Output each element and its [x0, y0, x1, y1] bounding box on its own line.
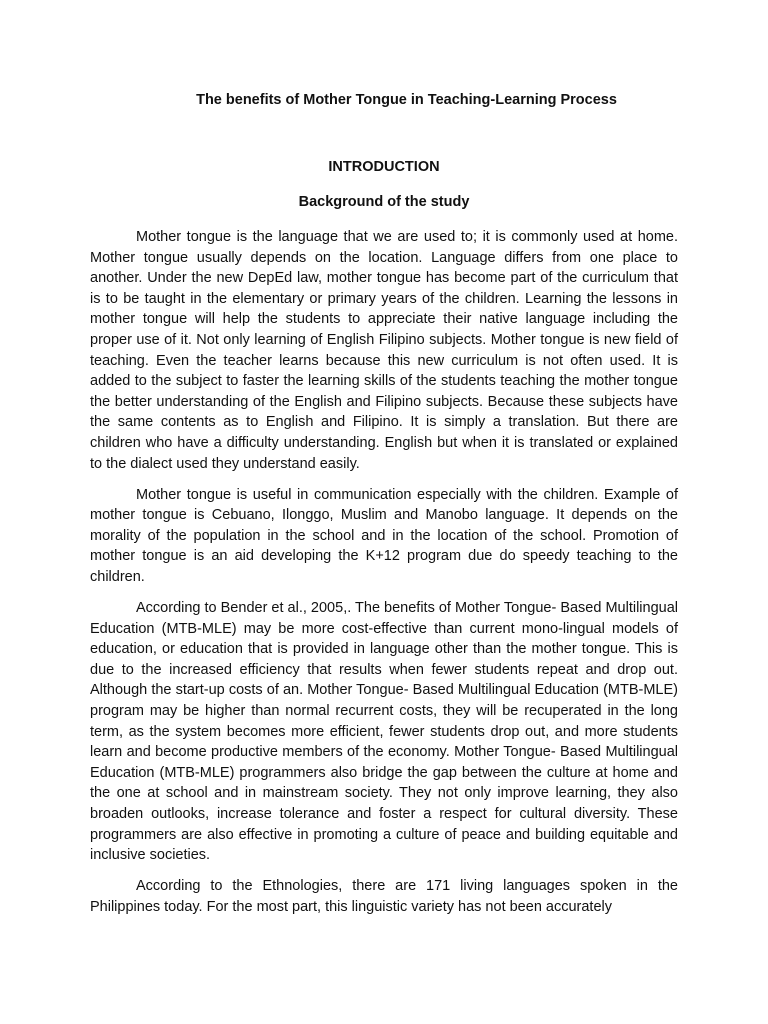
sub-heading: Background of the study [298, 194, 470, 210]
document-title: The benefits of Mother Tongue in Teaching-Learning Process [196, 92, 617, 108]
paragraph: Mother tongue is the language that we are used to; it is commonly used at home. Mother tongue usually depends on the location. Language differs from one place to another. Under the new DepEd law, mother tongue has become part of the curriculum that is to be taught in the elementary or primary years of the children. Learning the lessons in mother tongue will help the students to appreciate their native language including the proper use of it. Not only learning of English Filipino subjects. Mother tongue is new field of teaching. Even the teacher learns because this new curriculum is not often used. It is added to the subject to faster the learning skills of the students teaching the mother tongue the better understanding of the English and Filipino subjects. Because these subjects have the same contents as to English and Filipino. It is simply a translation. But there are children who have a difficulty understanding. English but when it is translated or explained to the dialect used they understand easily. [90, 229, 678, 472]
paragraph: According to Bender et al., 2005,. The benefits of Mother Tongue- Based Multilingual Education (MTB-MLE) may be more cost-effective than current mono-lingual models of education, or education that is provided in language other than the mother tongue. This is due to the increased efficiency that results when fewer students repeat and drop out. Although the start-up costs of an. Mother Tongue- Based Multilingual Education (MTB-MLE) program may be higher than normal recurrent costs, they will be recuperated in the long term, as the system becomes more efficient, fewer students drop out, and more students learn and become productive members of the economy. Mother Tongue- Based Multilingual Education (MTB-MLE) programmers also bridge the gap between the culture at home and the one at school and in mainstream society. They not only improve learning, they also broaden outlooks, increase tolerance and foster a respect for cultural diversity. These programmers are also effective in promoting a culture of peace and building equitable and inclusive societies. [90, 600, 678, 864]
body-text [90, 227, 678, 928]
paragraph: Mother tongue is useful in communication especially with the children. Example of mother tongue is Cebuano, Ilonggo, Muslim and Manobo language. It depends on the morality of the population in the school and in the location of the school. Promotion of mother tongue is an aid developing the K+12 program due do speedy teaching to the children. [90, 486, 678, 585]
section-heading: INTRODUCTION [328, 159, 440, 175]
paragraph: According to the Ethnologies, there are 171 living languages spoken in the Philippines today. For the most part, this linguistic variety has not been accurately [90, 878, 678, 915]
